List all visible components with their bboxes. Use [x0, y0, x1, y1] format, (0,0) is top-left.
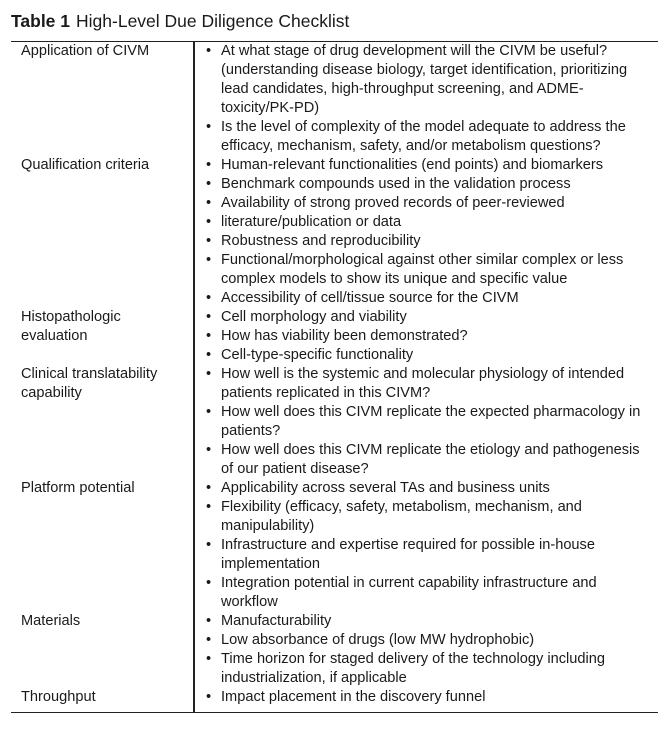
bullet-icon: • [206, 366, 212, 382]
category-cell: Throughput [11, 688, 194, 713]
bullet-icon: • [206, 480, 212, 496]
bullet-item [205, 289, 654, 308]
bullet-text: Availability of strong proved records of peer-reviewed [221, 195, 565, 211]
bullet-icon: • [206, 651, 212, 667]
category-cell: Materials [11, 612, 194, 688]
bullet-text: Low absorbance of drugs (low MW hydrophobic) [221, 632, 535, 648]
bullet-icon: • [206, 290, 212, 306]
bullet-list [205, 479, 654, 612]
bullet-item [205, 118, 654, 156]
bullet-item [205, 327, 654, 346]
bullet-list [205, 42, 654, 156]
bullet-text: How well does this CIVM replicate the etiology and pathogenesis of our patient disease? [221, 442, 640, 477]
bullet-item [205, 213, 654, 232]
bullet-item [205, 308, 654, 327]
bullet-text: Benchmark compounds used in the validation process [221, 176, 571, 192]
bullet-item [205, 498, 654, 536]
category-cell: Histopathologic evaluation [11, 308, 194, 365]
bullet-text: Accessibility of cell/tissue source for the CIVM [221, 290, 519, 306]
bullet-icon: • [206, 157, 212, 173]
bullet-list [205, 308, 654, 365]
bullet-item [205, 574, 654, 612]
bullet-icon: • [206, 537, 212, 553]
bullet-icon: • [206, 328, 212, 344]
bullet-text: Cell morphology and viability [221, 309, 407, 325]
bullet-text: How has viability been demonstrated? [221, 328, 468, 344]
bullet-text: Infrastructure and expertise required for possible in-house implementation [221, 537, 595, 572]
bullet-icon: • [206, 347, 212, 363]
bullet-icon: • [206, 214, 212, 230]
bullet-item [205, 650, 654, 688]
category-cell: Platform potential [11, 479, 194, 612]
bullet-item [205, 346, 654, 365]
due-diligence-table [11, 41, 658, 713]
bullet-item [205, 536, 654, 574]
table-row [11, 688, 658, 713]
bullet-text: Is the level of complexity of the model adequate to address the efficacy, mechanism, safety, and/or metabolism questions? [221, 119, 626, 154]
table-title: High-Level Due Diligence Checklist [76, 11, 350, 31]
table-row [11, 42, 658, 157]
category-cell: Qualification criteria [11, 156, 194, 308]
items-cell [194, 308, 658, 365]
bullet-item [205, 194, 654, 213]
bullet-list [205, 688, 654, 707]
bullet-item [205, 156, 654, 175]
table-row [11, 308, 658, 365]
table-row [11, 479, 658, 612]
items-cell [194, 42, 658, 157]
items-cell [194, 156, 658, 308]
bullet-text: Functional/morphological against other similar complex or less complex models to show its unique and specific value [221, 252, 624, 287]
bullet-icon: • [206, 119, 212, 135]
bullet-icon: • [206, 575, 212, 591]
bullet-item [205, 612, 654, 631]
bullet-icon: • [206, 195, 212, 211]
table-body [11, 42, 658, 713]
bullet-icon: • [206, 233, 212, 249]
bullet-icon: • [206, 499, 212, 515]
bullet-text: Manufacturability [221, 613, 332, 629]
bullet-icon: • [206, 43, 212, 59]
bullet-text: Cell-type-specific functionality [221, 347, 414, 363]
bullet-item [205, 688, 654, 707]
items-cell [194, 612, 658, 688]
bullet-text: Flexibility (efficacy, safety, metabolism, mechanism, and manipulability) [221, 499, 582, 534]
table-row [11, 365, 658, 479]
items-cell [194, 688, 658, 713]
bullet-icon: • [206, 442, 212, 458]
bullet-icon: • [206, 309, 212, 325]
bullet-text: How well does this CIVM replicate the expected pharmacology in patients? [221, 404, 641, 439]
bullet-icon: • [206, 252, 212, 268]
bullet-list [205, 156, 654, 308]
bullet-item [205, 479, 654, 498]
bullet-text: Time horizon for staged delivery of the technology including industrialization, if applicable [221, 651, 605, 686]
table-row [11, 156, 658, 308]
bullet-text: Applicability across several TAs and business units [221, 480, 550, 496]
bullet-text: How well is the systemic and molecular physiology of intended patients replicated in this CIVM? [221, 366, 625, 401]
bullet-text: Robustness and reproducibility [221, 233, 421, 249]
bullet-icon: • [206, 632, 212, 648]
bullet-list [205, 365, 654, 479]
bullet-item [205, 232, 654, 251]
bullet-item [205, 365, 654, 403]
category-cell: Clinical translatability capability [11, 365, 194, 479]
category-cell: Application of CIVM [11, 42, 194, 157]
bullet-text: At what stage of drug development will the CIVM be useful? (understanding disease biology, target identification, prioritizing lead candidates, high-throughput screening, and ADME-toxicity/PK-PD) [221, 43, 628, 116]
bullet-list [205, 612, 654, 688]
bullet-text: Human-relevant functionalities (end points) and biomarkers [221, 157, 604, 173]
bullet-item [205, 441, 654, 479]
bullet-item [205, 403, 654, 441]
table-label: Table 1 [11, 11, 71, 31]
bullet-icon: • [206, 404, 212, 420]
bullet-item [205, 631, 654, 650]
bullet-item [205, 251, 654, 289]
table-caption [11, 10, 658, 32]
bullet-text: Impact placement in the discovery funnel [221, 689, 486, 705]
bullet-text: Integration potential in current capability infrastructure and workflow [221, 575, 597, 610]
table-row [11, 612, 658, 688]
items-cell [194, 479, 658, 612]
bullet-item [205, 42, 654, 118]
bullet-icon: • [206, 176, 212, 192]
items-cell [194, 365, 658, 479]
bullet-icon: • [206, 689, 212, 705]
bullet-icon: • [206, 613, 212, 629]
bullet-text: literature/publication or data [221, 214, 402, 230]
bullet-item [205, 175, 654, 194]
